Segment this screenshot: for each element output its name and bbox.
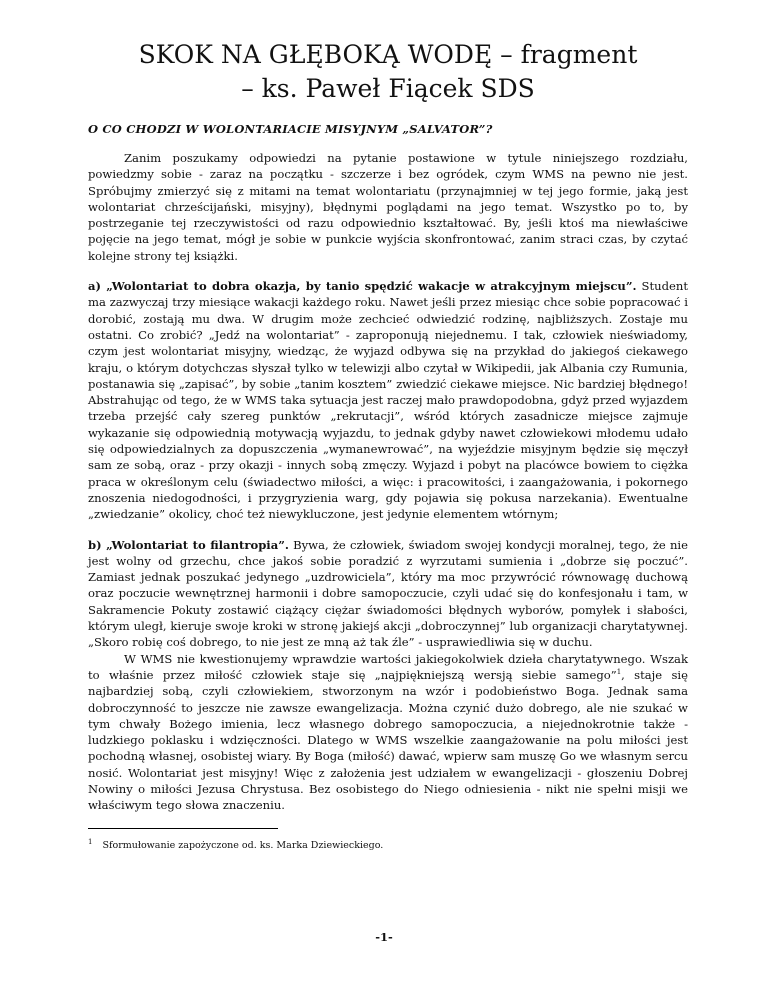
section-a-heading: a) „Wolontariat to dobra okazja, by tanio spędzić wakacje w atrakcyjnym miejscu”. (88, 279, 637, 294)
title-line-2: – ks. Paweł Fiącek SDS (241, 74, 535, 103)
chapter-subtitle: O CO CHODZI W WOLONTARIACIE MISYJNYM „SALVATOR”? (88, 122, 493, 136)
title-line-1: SKOK NA GŁĘBOKĄ WODĘ – fragment (138, 40, 638, 69)
section-a-paragraph (88, 278, 688, 522)
section-b-heading: b) „Wolontariat to filantropia”. (88, 537, 289, 552)
section-b-para2-after: , staje się najbardziej sobą, czyli człowiekiem, stworzonym na wzór i podobieństwo Boga. Jednak sama dobroczynność to jeszcze nie zawsze ewangelizacja. Można czynić dużo dobrego, ale nie szukać w tym chwały Bożego imienia, lecz własnego dobrego samopoczucia, a niejednokrotnie także - ludzkiego poklasku i wdzięczności. Dlatego w WMS wszelkie zaangażowanie na polu miłości jest pochodną własnej, osobistej wiary. By Boga (miłość) dawać, wpierw sam muszę Go we własnym sercu nosić. Wolontariat jest misyjny! Więc z założenia jest udziałem w ewangelizacji - głoszeniu Dobrej Nowiny o miłości Jezusa Chrystusa. Bez osobistego do Niego odniesienia - nikt nie spełni misji we właściwym tego słowa znaczeniu. (88, 667, 688, 813)
footnote-reference: 1 (616, 668, 622, 677)
footnote-divider (88, 828, 278, 829)
section-b-paragraph-2 (88, 651, 688, 814)
section-b-para2-before: W WMS nie kwestionujemy wprawdzie wartości jakiegokolwiek dzieła charytatywnego. Wszak to właśnie przez miłość człowiek staje się „najpiękniejszą wersją siebie samego” (88, 651, 688, 682)
section-b-text: Bywa, że człowiek, świadom swojej kondycji moralnej, tego, że nie jest wolny od grzechu, chce jakoś sobie poradzić z wyrzutami sumienia i „dobrze się poczuć”. Zamiast jednak poszukać jedynego „uzdrowiciela”, który ma moc przywrócić równowagę duchową oraz poczucie wewnętrznej harmonii i dobre samopoczucie, czyli udać się do konfesjonału i tam, w Sakramencie Pokuty zostawić ciążący ciężar świadomości błędnych wyborów, pomyłek i słabości, którym uległ, kieruje swoje kroki w stronę jakiejś akcji „dobroczynnej” lub organizacji charytatywnej. „Skoro robię coś dobrego, to nie jest ze mną aż tak źle” - usprawiedliwia się w duchu. (88, 537, 688, 650)
footnote-number: 1 (88, 837, 93, 846)
document-title (88, 38, 688, 106)
section-a-text: Student ma zazwyczaj trzy miesiące wakacji każdego roku. Nawet jeśli przez miesiąc chce sobie popracować i dorobić, zostają mu dwa. W drugim może zechcieć odwiedzić rodzinę, najbliższych. Zostaje mu ostatni. Co zrobić? „Jedź na wolontariat” - zaproponują niejednemu. I tak, człowiek nieświadomy, czym jest wolontariat misyjny, wiedząc, że wyjazd odbywa się na przykład do jakiegoś ciekawego kraju, o którym dotychczas słyszał tylko w telewizji albo czytał w Wikipedii, jak Albania czy Rumunia, postanawia się „zapisać”, by sobie „tanim kosztem” zwiedzić ciekawe miejsce. Nic bardziej błędnego! Abstrahując od tego, że w WMS taka sytuacja jest raczej mało prawdopodobna, gdyż przed wyjazdem trzeba przejść cały szereg punktów „rekrutacji”, wśród których zasadnicze miejsce zajmuje wykazanie się odpowiednią motywacją wyjazdu, to jednak gdyby nawet człowiekowi młodemu udało się odpowiedzialnych za dopuszczenia „wymanewrować”, na wyjeździe misyjnym będzie się męczył sam ze sobą, oraz - przy okazji - innych sobą zmęczy. Wyjazd i pobyt na placówce bowiem to ciężka praca w określonym celu (świadectwo miłości, a więc: i pracowitości, i zaangażowania, i pokornego znoszenia niedogodności, i przygryzienia warg, gdy pojawia się pokusa narzekania). Ewentualne „zwiedzanie” okolicy, choć też niewykluczone, jest jedynie elementem wtórnym; (88, 279, 689, 522)
page-number: -1- (375, 930, 393, 944)
intro-paragraph: Zanim poszukamy odpowiedzi na pytanie postawione w tytule niniejszego rozdziału, powiedzmy sobie - zaraz na początku - szczerze i bez ogródek, czym WMS na pewno nie jest. Spróbujmy zmierzyć się z mitami na temat wolontariatu (przynajmniej w tej jego formie, jaką jest wolontariat chrześcijański, misyjny), błędnymi poglądami na jego temat. Wszystko po to, by postrzeganie tej rzeczywistości od razu odpowiednio kształtować. By, jeśli ktoś ma niewłaściwe pojęcie na jego temat, mógł je sobie w punkcie wyjścia skonfrontować, zanim straci czas, by czytać kolejne strony tej książki. (88, 151, 688, 263)
footnote-text: Sformułowanie zapożyczone od. ks. Marka Dziewieckiego. (102, 839, 384, 851)
footnote (88, 835, 688, 853)
section-b-paragraph (88, 537, 688, 651)
